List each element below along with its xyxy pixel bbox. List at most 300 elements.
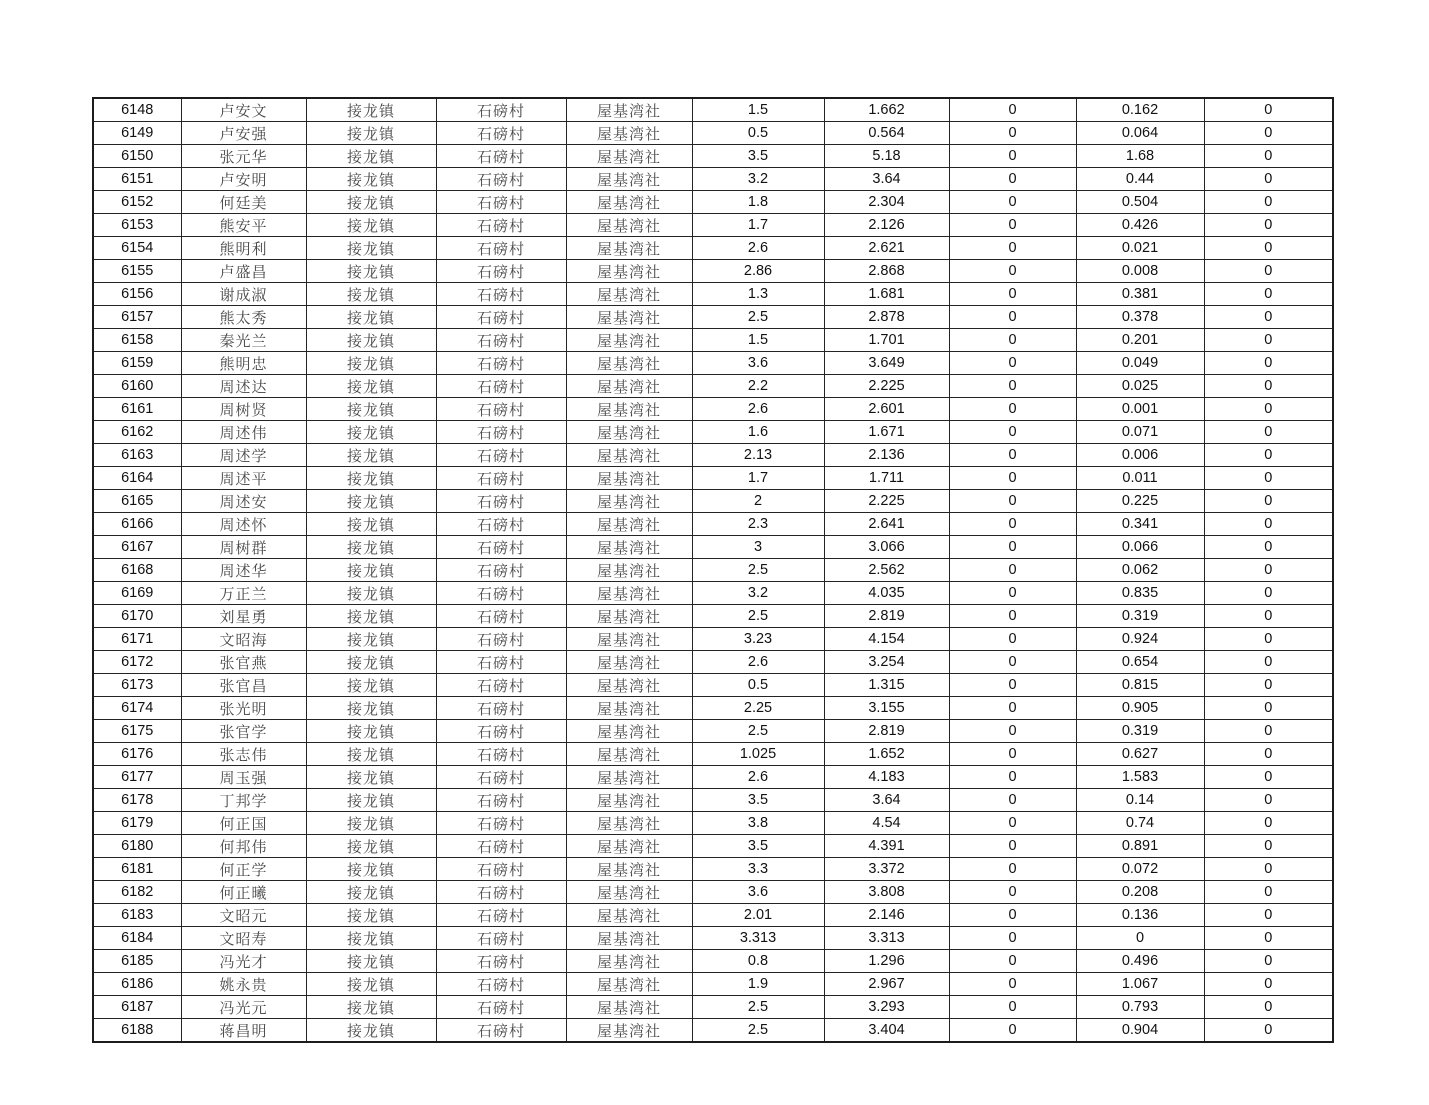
cell-zero-value-2: 0 [1204, 260, 1333, 283]
cell-zero-value-2: 0 [1204, 559, 1333, 582]
cell-area-value-3: 0.44 [1076, 168, 1204, 191]
cell-zero-value-2: 0 [1204, 98, 1333, 122]
cell-village: 石磅村 [436, 444, 566, 467]
cell-area-value-1: 3.23 [692, 628, 824, 651]
cell-area-value-3: 0.504 [1076, 191, 1204, 214]
cell-town: 接龙镇 [306, 467, 436, 490]
cell-area-value-1: 3.313 [692, 927, 824, 950]
cell-area-value-1: 1.025 [692, 743, 824, 766]
cell-town: 接龙镇 [306, 582, 436, 605]
cell-area-value-3: 0.904 [1076, 1019, 1204, 1043]
cell-area-value-3: 0.14 [1076, 789, 1204, 812]
cell-serial-number: 6153 [93, 214, 181, 237]
cell-village: 石磅村 [436, 743, 566, 766]
table-row [93, 237, 1333, 260]
cell-person-name: 熊安平 [181, 214, 306, 237]
cell-serial-number: 6171 [93, 628, 181, 651]
cell-person-name: 蒋昌明 [181, 1019, 306, 1043]
cell-zero-value-2: 0 [1204, 283, 1333, 306]
cell-area-value-3: 0.064 [1076, 122, 1204, 145]
cell-zero-value-1: 0 [949, 881, 1076, 904]
cell-serial-number: 6169 [93, 582, 181, 605]
cell-town: 接龙镇 [306, 214, 436, 237]
cell-person-name: 张官学 [181, 720, 306, 743]
cell-town: 接龙镇 [306, 559, 436, 582]
cell-town: 接龙镇 [306, 352, 436, 375]
cell-zero-value-1: 0 [949, 168, 1076, 191]
cell-village: 石磅村 [436, 812, 566, 835]
cell-person-name: 文昭寿 [181, 927, 306, 950]
cell-area-value-3: 0.319 [1076, 605, 1204, 628]
cell-hamlet: 屋基湾社 [566, 904, 692, 927]
cell-area-value-2: 1.671 [824, 421, 949, 444]
cell-person-name: 文昭元 [181, 904, 306, 927]
cell-area-value-2: 2.136 [824, 444, 949, 467]
cell-hamlet: 屋基湾社 [566, 260, 692, 283]
cell-area-value-1: 2.6 [692, 766, 824, 789]
cell-hamlet: 屋基湾社 [566, 352, 692, 375]
cell-village: 石磅村 [436, 490, 566, 513]
cell-town: 接龙镇 [306, 375, 436, 398]
cell-area-value-2: 3.313 [824, 927, 949, 950]
table-row [93, 398, 1333, 421]
cell-hamlet: 屋基湾社 [566, 812, 692, 835]
cell-zero-value-2: 0 [1204, 421, 1333, 444]
cell-zero-value-2: 0 [1204, 881, 1333, 904]
cell-person-name: 周述安 [181, 490, 306, 513]
table-row [93, 605, 1333, 628]
cell-hamlet: 屋基湾社 [566, 835, 692, 858]
table-row [93, 352, 1333, 375]
cell-serial-number: 6188 [93, 1019, 181, 1043]
table-row [93, 444, 1333, 467]
cell-zero-value-1: 0 [949, 398, 1076, 421]
cell-town: 接龙镇 [306, 145, 436, 168]
cell-area-value-1: 3.5 [692, 789, 824, 812]
cell-hamlet: 屋基湾社 [566, 421, 692, 444]
cell-zero-value-2: 0 [1204, 927, 1333, 950]
cell-serial-number: 6159 [93, 352, 181, 375]
cell-area-value-3: 0.011 [1076, 467, 1204, 490]
cell-zero-value-2: 0 [1204, 352, 1333, 375]
cell-serial-number: 6158 [93, 329, 181, 352]
cell-hamlet: 屋基湾社 [566, 513, 692, 536]
cell-serial-number: 6172 [93, 651, 181, 674]
cell-hamlet: 屋基湾社 [566, 536, 692, 559]
cell-zero-value-2: 0 [1204, 605, 1333, 628]
cell-hamlet: 屋基湾社 [566, 237, 692, 260]
table-row [93, 904, 1333, 927]
cell-serial-number: 6179 [93, 812, 181, 835]
cell-area-value-2: 2.225 [824, 490, 949, 513]
cell-person-name: 熊明利 [181, 237, 306, 260]
cell-area-value-2: 4.391 [824, 835, 949, 858]
cell-town: 接龙镇 [306, 329, 436, 352]
cell-town: 接龙镇 [306, 122, 436, 145]
table-row [93, 651, 1333, 674]
cell-area-value-1: 2.2 [692, 375, 824, 398]
cell-area-value-3: 1.583 [1076, 766, 1204, 789]
cell-area-value-1: 2.5 [692, 559, 824, 582]
cell-village: 石磅村 [436, 398, 566, 421]
table-row [93, 513, 1333, 536]
cell-hamlet: 屋基湾社 [566, 98, 692, 122]
table-row [93, 329, 1333, 352]
cell-area-value-1: 2.5 [692, 996, 824, 1019]
cell-zero-value-1: 0 [949, 582, 1076, 605]
cell-village: 石磅村 [436, 651, 566, 674]
cell-person-name: 周树群 [181, 536, 306, 559]
cell-area-value-1: 1.8 [692, 191, 824, 214]
cell-village: 石磅村 [436, 237, 566, 260]
cell-village: 石磅村 [436, 145, 566, 168]
cell-town: 接龙镇 [306, 812, 436, 835]
cell-area-value-2: 2.225 [824, 375, 949, 398]
cell-serial-number: 6154 [93, 237, 181, 260]
cell-hamlet: 屋基湾社 [566, 697, 692, 720]
cell-zero-value-2: 0 [1204, 628, 1333, 651]
cell-serial-number: 6168 [93, 559, 181, 582]
cell-area-value-1: 0.5 [692, 122, 824, 145]
cell-area-value-1: 1.7 [692, 214, 824, 237]
cell-area-value-1: 2.5 [692, 720, 824, 743]
cell-village: 石磅村 [436, 605, 566, 628]
cell-area-value-1: 1.3 [692, 283, 824, 306]
cell-serial-number: 6151 [93, 168, 181, 191]
cell-person-name: 周述怀 [181, 513, 306, 536]
table-row [93, 628, 1333, 651]
cell-hamlet: 屋基湾社 [566, 858, 692, 881]
cell-zero-value-2: 0 [1204, 191, 1333, 214]
cell-area-value-1: 3.2 [692, 168, 824, 191]
cell-town: 接龙镇 [306, 927, 436, 950]
cell-area-value-2: 2.621 [824, 237, 949, 260]
cell-village: 石磅村 [436, 766, 566, 789]
table-row [93, 1019, 1333, 1043]
cell-serial-number: 6150 [93, 145, 181, 168]
cell-hamlet: 屋基湾社 [566, 881, 692, 904]
cell-area-value-3: 0.071 [1076, 421, 1204, 444]
cell-zero-value-2: 0 [1204, 375, 1333, 398]
cell-area-value-3: 0.835 [1076, 582, 1204, 605]
cell-area-value-2: 2.562 [824, 559, 949, 582]
cell-zero-value-2: 0 [1204, 490, 1333, 513]
table-row [93, 214, 1333, 237]
table-row [93, 260, 1333, 283]
table-row [93, 674, 1333, 697]
cell-area-value-3: 0.654 [1076, 651, 1204, 674]
cell-area-value-2: 3.372 [824, 858, 949, 881]
cell-village: 石磅村 [436, 168, 566, 191]
cell-area-value-2: 2.304 [824, 191, 949, 214]
cell-area-value-1: 2.13 [692, 444, 824, 467]
cell-village: 石磅村 [436, 927, 566, 950]
cell-area-value-2: 2.819 [824, 720, 949, 743]
cell-hamlet: 屋基湾社 [566, 651, 692, 674]
cell-zero-value-2: 0 [1204, 398, 1333, 421]
cell-serial-number: 6176 [93, 743, 181, 766]
cell-zero-value-2: 0 [1204, 513, 1333, 536]
cell-town: 接龙镇 [306, 858, 436, 881]
cell-serial-number: 6165 [93, 490, 181, 513]
cell-zero-value-1: 0 [949, 950, 1076, 973]
table-row [93, 697, 1333, 720]
cell-zero-value-2: 0 [1204, 835, 1333, 858]
table-row [93, 858, 1333, 881]
cell-area-value-1: 2.3 [692, 513, 824, 536]
cell-zero-value-1: 0 [949, 375, 1076, 398]
cell-zero-value-2: 0 [1204, 214, 1333, 237]
cell-area-value-3: 0.208 [1076, 881, 1204, 904]
cell-village: 石磅村 [436, 329, 566, 352]
cell-area-value-2: 4.154 [824, 628, 949, 651]
cell-serial-number: 6181 [93, 858, 181, 881]
cell-hamlet: 屋基湾社 [566, 375, 692, 398]
cell-hamlet: 屋基湾社 [566, 1019, 692, 1043]
cell-person-name: 张官燕 [181, 651, 306, 674]
cell-area-value-2: 2.967 [824, 973, 949, 996]
cell-area-value-2: 3.64 [824, 789, 949, 812]
cell-area-value-3: 0.072 [1076, 858, 1204, 881]
cell-zero-value-1: 0 [949, 605, 1076, 628]
cell-area-value-1: 2.5 [692, 605, 824, 628]
cell-area-value-2: 3.293 [824, 996, 949, 1019]
cell-serial-number: 6149 [93, 122, 181, 145]
cell-area-value-1: 3.5 [692, 145, 824, 168]
cell-area-value-3: 0.225 [1076, 490, 1204, 513]
cell-area-value-3: 0.319 [1076, 720, 1204, 743]
cell-hamlet: 屋基湾社 [566, 582, 692, 605]
table-row [93, 191, 1333, 214]
cell-area-value-1: 3 [692, 536, 824, 559]
cell-town: 接龙镇 [306, 720, 436, 743]
cell-zero-value-2: 0 [1204, 743, 1333, 766]
cell-hamlet: 屋基湾社 [566, 950, 692, 973]
cell-hamlet: 屋基湾社 [566, 306, 692, 329]
cell-hamlet: 屋基湾社 [566, 674, 692, 697]
cell-area-value-1: 0.8 [692, 950, 824, 973]
cell-town: 接龙镇 [306, 697, 436, 720]
cell-area-value-2: 4.183 [824, 766, 949, 789]
cell-area-value-2: 2.601 [824, 398, 949, 421]
cell-serial-number: 6157 [93, 306, 181, 329]
cell-area-value-2: 1.711 [824, 467, 949, 490]
cell-person-name: 何邦伟 [181, 835, 306, 858]
cell-village: 石磅村 [436, 559, 566, 582]
cell-serial-number: 6186 [93, 973, 181, 996]
cell-town: 接龙镇 [306, 743, 436, 766]
cell-town: 接龙镇 [306, 1019, 436, 1043]
cell-area-value-2: 3.808 [824, 881, 949, 904]
cell-area-value-3: 0.001 [1076, 398, 1204, 421]
cell-serial-number: 6148 [93, 98, 181, 122]
cell-zero-value-2: 0 [1204, 720, 1333, 743]
cell-person-name: 卢安文 [181, 98, 306, 122]
table-row [93, 812, 1333, 835]
resident-area-table [92, 97, 1334, 1043]
cell-area-value-1: 1.5 [692, 98, 824, 122]
cell-town: 接龙镇 [306, 191, 436, 214]
cell-town: 接龙镇 [306, 996, 436, 1019]
cell-town: 接龙镇 [306, 950, 436, 973]
cell-zero-value-1: 0 [949, 352, 1076, 375]
cell-zero-value-1: 0 [949, 927, 1076, 950]
cell-village: 石磅村 [436, 628, 566, 651]
cell-serial-number: 6173 [93, 674, 181, 697]
cell-area-value-1: 1.6 [692, 421, 824, 444]
cell-area-value-3: 0.381 [1076, 283, 1204, 306]
cell-zero-value-2: 0 [1204, 950, 1333, 973]
cell-area-value-3: 0.008 [1076, 260, 1204, 283]
cell-village: 石磅村 [436, 536, 566, 559]
cell-town: 接龙镇 [306, 306, 436, 329]
cell-area-value-2: 3.404 [824, 1019, 949, 1043]
cell-hamlet: 屋基湾社 [566, 720, 692, 743]
cell-village: 石磅村 [436, 697, 566, 720]
cell-person-name: 何正国 [181, 812, 306, 835]
cell-serial-number: 6152 [93, 191, 181, 214]
cell-hamlet: 屋基湾社 [566, 191, 692, 214]
cell-area-value-2: 0.564 [824, 122, 949, 145]
cell-area-value-2: 1.296 [824, 950, 949, 973]
cell-zero-value-1: 0 [949, 904, 1076, 927]
cell-town: 接龙镇 [306, 421, 436, 444]
cell-zero-value-2: 0 [1204, 237, 1333, 260]
cell-person-name: 冯光才 [181, 950, 306, 973]
cell-person-name: 周述伟 [181, 421, 306, 444]
cell-area-value-2: 2.868 [824, 260, 949, 283]
cell-village: 石磅村 [436, 306, 566, 329]
cell-village: 石磅村 [436, 973, 566, 996]
cell-serial-number: 6166 [93, 513, 181, 536]
cell-town: 接龙镇 [306, 260, 436, 283]
cell-zero-value-2: 0 [1204, 973, 1333, 996]
cell-area-value-1: 1.5 [692, 329, 824, 352]
cell-hamlet: 屋基湾社 [566, 605, 692, 628]
cell-town: 接龙镇 [306, 789, 436, 812]
cell-area-value-2: 1.701 [824, 329, 949, 352]
cell-area-value-3: 0.062 [1076, 559, 1204, 582]
cell-village: 石磅村 [436, 375, 566, 398]
cell-hamlet: 屋基湾社 [566, 628, 692, 651]
cell-serial-number: 6174 [93, 697, 181, 720]
cell-zero-value-1: 0 [949, 789, 1076, 812]
cell-hamlet: 屋基湾社 [566, 996, 692, 1019]
cell-zero-value-2: 0 [1204, 467, 1333, 490]
table-row [93, 743, 1333, 766]
cell-area-value-3: 0.496 [1076, 950, 1204, 973]
table-row [93, 835, 1333, 858]
cell-village: 石磅村 [436, 789, 566, 812]
cell-person-name: 刘星勇 [181, 605, 306, 628]
cell-area-value-2: 3.649 [824, 352, 949, 375]
cell-serial-number: 6180 [93, 835, 181, 858]
cell-area-value-3: 0.924 [1076, 628, 1204, 651]
cell-serial-number: 6161 [93, 398, 181, 421]
cell-zero-value-1: 0 [949, 237, 1076, 260]
cell-zero-value-1: 0 [949, 421, 1076, 444]
cell-area-value-3: 0.025 [1076, 375, 1204, 398]
cell-village: 石磅村 [436, 996, 566, 1019]
cell-zero-value-2: 0 [1204, 122, 1333, 145]
cell-area-value-3: 0.891 [1076, 835, 1204, 858]
cell-village: 石磅村 [436, 881, 566, 904]
cell-area-value-2: 3.155 [824, 697, 949, 720]
cell-zero-value-2: 0 [1204, 812, 1333, 835]
cell-town: 接龙镇 [306, 490, 436, 513]
cell-hamlet: 屋基湾社 [566, 145, 692, 168]
cell-person-name: 熊太秀 [181, 306, 306, 329]
cell-zero-value-1: 0 [949, 191, 1076, 214]
cell-person-name: 何正曦 [181, 881, 306, 904]
cell-hamlet: 屋基湾社 [566, 168, 692, 191]
table-row [93, 559, 1333, 582]
table-row [93, 881, 1333, 904]
cell-area-value-1: 2.5 [692, 306, 824, 329]
table-row [93, 421, 1333, 444]
cell-serial-number: 6163 [93, 444, 181, 467]
cell-area-value-3: 0.905 [1076, 697, 1204, 720]
cell-zero-value-1: 0 [949, 283, 1076, 306]
cell-area-value-3: 0 [1076, 927, 1204, 950]
cell-zero-value-2: 0 [1204, 1019, 1333, 1043]
cell-village: 石磅村 [436, 835, 566, 858]
cell-zero-value-1: 0 [949, 743, 1076, 766]
cell-area-value-1: 0.5 [692, 674, 824, 697]
cell-zero-value-1: 0 [949, 513, 1076, 536]
cell-area-value-2: 4.54 [824, 812, 949, 835]
table-row [93, 950, 1333, 973]
table-row [93, 375, 1333, 398]
cell-area-value-1: 2.6 [692, 651, 824, 674]
cell-person-name: 卢安强 [181, 122, 306, 145]
cell-area-value-3: 0.627 [1076, 743, 1204, 766]
cell-zero-value-1: 0 [949, 1019, 1076, 1043]
cell-village: 石磅村 [436, 122, 566, 145]
cell-person-name: 周树贤 [181, 398, 306, 421]
cell-person-name: 张元华 [181, 145, 306, 168]
cell-zero-value-1: 0 [949, 628, 1076, 651]
cell-serial-number: 6156 [93, 283, 181, 306]
cell-area-value-3: 0.006 [1076, 444, 1204, 467]
table-row [93, 122, 1333, 145]
cell-zero-value-1: 0 [949, 651, 1076, 674]
cell-area-value-2: 3.254 [824, 651, 949, 674]
cell-person-name: 张志伟 [181, 743, 306, 766]
table-row [93, 973, 1333, 996]
cell-area-value-1: 2 [692, 490, 824, 513]
cell-area-value-3: 0.341 [1076, 513, 1204, 536]
cell-area-value-1: 2.01 [692, 904, 824, 927]
cell-area-value-2: 1.652 [824, 743, 949, 766]
cell-village: 石磅村 [436, 283, 566, 306]
table-row [93, 789, 1333, 812]
cell-area-value-2: 3.64 [824, 168, 949, 191]
cell-zero-value-1: 0 [949, 674, 1076, 697]
cell-area-value-3: 1.067 [1076, 973, 1204, 996]
cell-person-name: 周玉强 [181, 766, 306, 789]
cell-hamlet: 屋基湾社 [566, 743, 692, 766]
cell-person-name: 张官昌 [181, 674, 306, 697]
cell-hamlet: 屋基湾社 [566, 283, 692, 306]
cell-village: 石磅村 [436, 674, 566, 697]
cell-village: 石磅村 [436, 191, 566, 214]
cell-area-value-2: 5.18 [824, 145, 949, 168]
cell-area-value-3: 1.68 [1076, 145, 1204, 168]
cell-zero-value-2: 0 [1204, 674, 1333, 697]
cell-town: 接龙镇 [306, 168, 436, 191]
cell-town: 接龙镇 [306, 835, 436, 858]
